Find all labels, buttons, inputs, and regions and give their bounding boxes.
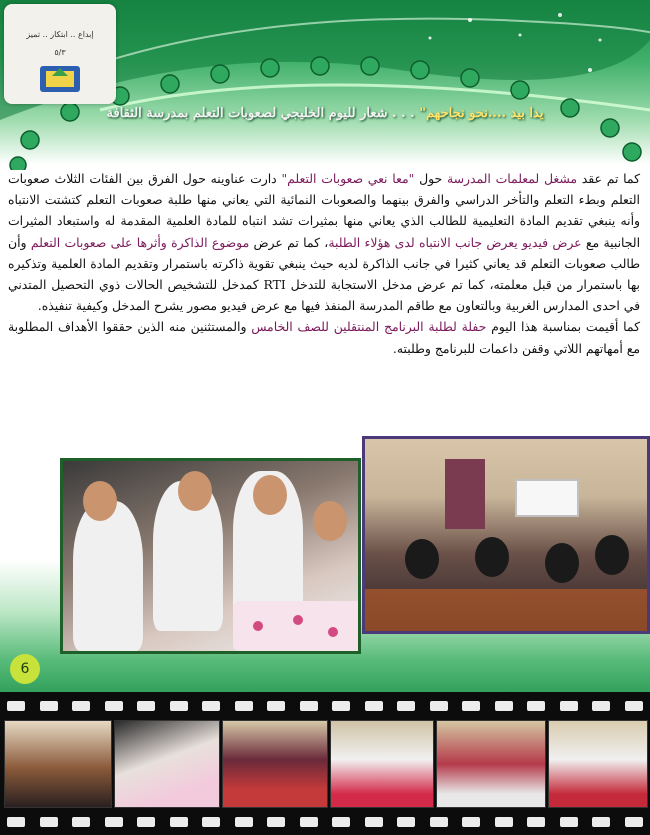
highlight-text: موضوع الذاكرة وأثرها على صعوبات التعلم	[30, 234, 250, 250]
highlight-text: مشغل لمعلمات المدرسة	[446, 171, 578, 186]
highlight-text: عرض فيديو يعرض جانب الانتباه لدى هؤلاء الطلبة	[328, 234, 582, 250]
cake	[233, 601, 361, 651]
gallery-thumbnail-4	[330, 720, 434, 808]
text-span: ، كما تم عرض	[249, 234, 329, 250]
article-paragraph-1	[8, 168, 640, 316]
slogan-part-1: يدا بيد ....نحو نجاحهم"	[419, 106, 544, 121]
gallery-thumbnail-2	[114, 720, 220, 808]
text-span: وأن طالب صعوبات التعلم قد يعاني كثيرا في جانب الذاكرة لديه حيث ينبغي تقوية ذاكرته باستمرار وتقديم المادة العلمية وتذكيره بها باستمرار من قبل معلمته، كما تم عرض مدخل الاستجابة للتدخل RTI كمدخل للتشخيص الحالات ذوي التحصيل المتدني في احدى المدارس الغربية وبالتعاون مع طاقم المدرسة المنفذ فيها مع عرض فيديو مصور يشرح المدخل وكيفية تنفيذه.	[8, 234, 640, 314]
filmstrip-gallery	[0, 692, 650, 835]
child-head	[253, 475, 287, 515]
text-span: حول	[414, 171, 447, 186]
child-head	[313, 501, 347, 541]
text-span: والمستثنين منه الذين حققوا الأهداف المطلوبة مع أمهاتهم اللاتي وقفن داعمات للبرنامج وطلبته.	[8, 319, 640, 356]
article-body	[8, 168, 640, 359]
text-span: كما أقيمت بمناسبة هذا اليوم	[486, 319, 640, 335]
person-shape	[595, 535, 629, 575]
logo-date: ٥/٣	[54, 48, 66, 57]
gallery-thumbnail-1	[4, 720, 112, 808]
school-logo	[4, 4, 116, 104]
logo-text: إبداع .. ابتكار .. تميز	[26, 30, 94, 39]
photo-kids-cutting-cake	[60, 458, 361, 654]
table-chairs	[365, 589, 647, 631]
text-span: كما تم عقد	[577, 171, 640, 186]
person-shape	[405, 539, 439, 579]
photo-workshop-teachers	[362, 436, 650, 634]
window-curtain	[445, 459, 485, 529]
text-span: دارت عناوينه حول الفرق بين الفئات الثلاث صعوبات التعلم وبطء التعلم والتأخر الدراسي والفرق بينهما والصعوبات النمائية التي يعاني منها طلبة صعوبات التعلم كتشتت الانتباه وأنه ينبغي تقديم المادة التعليمية للطالب الذي يعاني منها بمثيرات تشد انتباه للمادة العلمية المقدمة له واستبعاد المثيرات الجانبية مع	[8, 171, 641, 250]
gallery-thumbnail-5	[436, 720, 546, 808]
person-shape	[545, 543, 579, 583]
projector-screen	[515, 479, 579, 517]
filmstrip-holes-top	[0, 698, 650, 714]
gallery-thumbnail-3	[222, 720, 328, 808]
filmstrip-holes-bottom	[0, 814, 650, 830]
child-head	[83, 481, 117, 521]
child-head	[178, 471, 212, 511]
gallery-thumbnail-6	[548, 720, 648, 808]
child-shape	[73, 501, 143, 651]
school-emblem-icon	[38, 62, 82, 96]
slogan-part-2: . . . شعار لليوم الخليجي لصعوبات التعلم بمدرسة الثقافة	[106, 106, 420, 121]
slogan-headline	[90, 106, 560, 121]
article-paragraph-2	[8, 316, 640, 358]
page-number-badge: 6	[10, 654, 40, 684]
highlight-text: "معا نعي صعوبات التعلم"	[281, 171, 415, 186]
person-shape	[475, 537, 509, 577]
highlight-text: حفلة لطلبة البرنامج المنتقلين للصف الخامس	[251, 319, 487, 335]
